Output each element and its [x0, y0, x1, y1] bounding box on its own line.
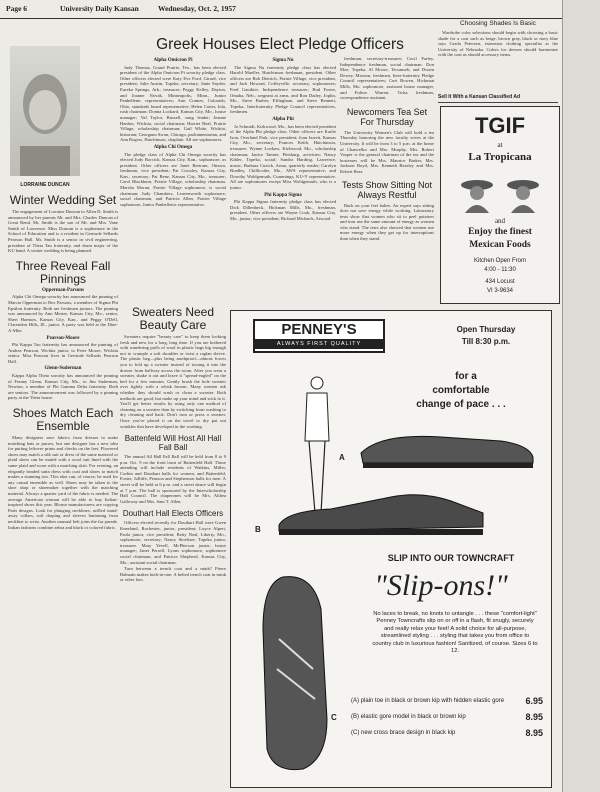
portrait-image: [10, 46, 80, 176]
shoe-a-letter: A: [339, 453, 345, 462]
penneys-comfortable: comfortable: [432, 385, 490, 396]
choosing-title: Choosing Shades Is Basic: [460, 20, 536, 27]
greek-col1-sec1-name: Alpha Omicron Pi: [153, 58, 193, 63]
penneys-slip-text: SLIP INTO OUR TOWNCRAFT: [387, 553, 515, 563]
shoes-body: Many designers save fabrics from dresses to make matching hats or purses, but one designer has a new idea for putting leftover prints and checks on the feet. Flowered shoes may match a silk suit or dress of the same material or plaid shoes can be mated with a wool suit lined with the same plaid and worn with a matching skirt. For evening, an elegantly beaded satin dress with coat and shoes to match makes a stunning trio. This idea can, of course, be used for any casual ensemble as well. Shoes may be taken to the shoe shop or shoemaker together with the matching material. Always a quarter yard of the fabric is needed. The average American woman will be able to buy Italian-inspired shoes this year. Blouse manufacturers are copying Paris designs. Look for plunging necklines, ruffled stand-away collars, soft draping and sleeves buttoning from neckline to wrist. Another unusual belt joins the fur parade. Italian fashions combine zebra and black or colored fabric.: [8, 435, 118, 530]
battenfeld-title: Battenfeld Will Host All Hall Fall Ball: [124, 434, 222, 453]
penneys-body: No laces to break, no knots to untangle . . . these "comfort-light" Penney Towncrafts slip on or off in a flash, fit snugly, securely and really relax your feet! A solid choice for all-purpose, streamlined styling . . . styling that takes you from office to country club in luxurious fashion! Sanitized, of course. Sizes 6 to 12.: [372, 611, 538, 655]
newcomers-title: Newcomers Tea Set For Thursday: [346, 106, 428, 127]
tgif-phone: VI 3-9634: [486, 288, 514, 294]
price-item-c-price: 8.95: [525, 728, 543, 738]
pinning-1-body: Alpha Chi Omega sorority has announced the pinning of Marcia Opperman to Rex Parsons, a member of Sigma Phi Epsilon fraternity. Both are freshmen juniors. The pinning was announced by Ann Mester, Kansas City, Mo., senior, Sheri Harmon, Kansas City, Kan., and Peggy O'Dell, Clarendon Hills, Ill., junior. A party was held at the Dine-A-Mite.: [8, 294, 118, 333]
penneys-price-list: [351, 697, 543, 737]
penneys-brand: PENNEY'S: [281, 321, 357, 338]
mink-note: Turn between a trench coat and a mink? Pierre Balmain makes both-in-one: A belted trench coat in mink or other furs.: [120, 566, 226, 583]
classified-line: Sell It With a Kansan Classified Ad: [438, 94, 558, 103]
page-number: Page 6: [6, 4, 28, 13]
tgif-hours: 4:00 - 11:30: [484, 267, 516, 273]
price-item-a: [351, 697, 543, 705]
tgif-hours-label: Kitchen Open From: [473, 258, 527, 264]
greek-column-1: [120, 56, 226, 306]
mexican-figures-illustration: [455, 169, 545, 215]
battenfeld-body: The annual All Hall Fall Ball will be held from 8 to 9 p.m. Oct. 9 on the front lawn of Battenfeld Hall. Those attending will include residents of Watkins, Miller, Corbin and Douthart halls for women, and Battenfeld, Foster, Jolliffe, Pearson and Stephenson halls for men. A street will be held at 6 p.m. and a street dance will begin at 7 p.m. The ball is sponsored by the Interscholarship Hall Council. The chaperones will be Mrs. Althea Galloway and Mrs. Sam T. Allen.: [120, 454, 226, 504]
issue-date: Wednesday, Oct. 2, 1957: [158, 4, 236, 13]
greek-col2-sec2-name: Alpha Phi: [272, 116, 294, 122]
price-item-a-label: (A) plain toe in black or brown kip with hidden elastic gore: [351, 698, 505, 704]
tgif-enjoy: Enjoy the finest: [468, 227, 532, 237]
tgif-address: 434 Locust: [485, 279, 515, 285]
penneys-open: Open Thursday: [456, 325, 516, 334]
tests-title: Tests Show Sitting Not Always Restful: [341, 179, 433, 200]
greek-col2-sec1-body: The Sigma Nu fraternity pledge class has elected Harold Mueller, Hutchinson freshman, president. Other officers are Bob Dietrich, Prairie Village, vice president, and Jack Howard, Coffeyville, secretary, sophomores; Fred Gauthier, Independence treasurer; Bud Foster, Omaha, Neb., sergeant at arms, and Ron Dailey, Joplin, Mo., Steve Barber, Effingham, and Steve Bennett, Topeka, Interfraternity Pledge Council representatives, freshmen.: [230, 64, 336, 115]
pinnings-title: Three Reveal Fall Pinnings: [15, 258, 111, 286]
penneys-tagline: ALWAYS FIRST QUALITY: [255, 339, 383, 349]
sweaters-title: Sweaters Need Beauty Care: [131, 306, 215, 332]
choosing-column: [438, 20, 558, 100]
greek-col3-body: freshman, secretary-treasurer; Cecil Farley, Independence freshman, social chairman. Don Moe, Topeka, Al Moore, Tecumseh, and Dwain Dewey, Mission, freshmen, Inter-fraternity Pledge Council representatives; Curt Bowen, Hickman Mills, Mo. sophomore, assistant house manager, and Fulton Warren, Tulsa freshman, correspondence assistant.: [340, 56, 434, 101]
shoe-c-illustration: [243, 569, 343, 779]
douthart-body: Officers elected recently for Douthart Hall were Gwen Kneeland, Rochester, junior, president; Loyce Alpert, Paola junior, vice president; Betty Neal, Liberty, Mo., sophomore, secretary; Nancy Stoeltzer, Topeka junior, treasurer. Mary Yevell, McPherson junior, house manager; Janet Persell, Lyons sophomore, sophomore social chairman, and Patricia Shepherd, Kansas City, Mo., assistant social chairman.: [120, 520, 226, 565]
tgif-and: and: [494, 217, 506, 225]
pinning-3-body: Kappa Alpha Theta sorority has announced the pinning of Franny Glenn, Kansas City, Mo., to Jim Suderman, Newton, a member of Phi Gamma Delta fraternity. Both are seniors. The announcement was followed by a pinning party at the Theta house.: [8, 373, 118, 401]
shoe-a-illustration: [351, 423, 541, 473]
choosing-body: Wardrobe color selections should begin with choosing a basic shade for a coat such as beige, brown gray, black or navy blue says Gerda Petersen, extension clothing specialist at the University of Nebraska. Colors for dresses should harmonize with the coat as should accessory items.: [438, 30, 558, 58]
penneys-slip-into: [351, 553, 551, 563]
penneys-slipons: "Slip-ons!": [374, 569, 508, 602]
winter-body: The engagement of Lorraine Duncan to Allen D. Smith is announced by her parents Mr. and Mrs. Charles Duncan of Great Bend. Mr. Smith is the son of Mr. and Mrs. Vane Smith of Lawrence. Miss Duncan is a sophomore in the School of Education and is a resident in Gertrude Sellards Pearson Hall. Mr. Smith is a senior in civil engineering, president of Theta Tau fraternity, and drum major of the KU band. A winter wedding is being planned.: [8, 209, 118, 254]
greek-col2-sec2-body: Jo Schmidt, Kirkwood, Mo., has been elected president of the Alpha Phi pledge class. Other officers are Karlie Ison, Overland Park, vice president; Joan Jarrett, Kansas City, Mo., secretary; Frances Keith, Hutchinson, treasurer; Wynne Lookaw, Kirkwood, Mo., scholarship chairman; Janice Tanner, Pittsburg, activities; Nancy Kibler, Topeka, social; Sandra Harding, Lawrence, music; Barbara Cuzick, Arma, quarterly reader; Carolyn Bradley, Chillicothe, Mo., AWS representative, and Dorothy Wohlgemuth, Cummings, KU-Y representative. All are sophomores except Miss Wohlgemuth, who is a junior.: [230, 123, 336, 191]
adjacent-page-edge: [562, 0, 600, 792]
pinning-3-name: Glenn-Suderman: [44, 366, 82, 372]
portrait-photo: [10, 46, 80, 176]
greek-col1-sec1-body: Judy Thomas, Grand Prairie, Tex., has been elected president of the Alpha Omicron Pi sorority pledge class. Other officers elected were Katy Eve Ford, Girard, vice president; Julie Austin, Topeka, secretary; Janie Snyder, Eureka Springs, Ark., treasurer; Peggy Kelley, Dayton, and Joanne Novak, Minneapolis, Minn., Junior Panhellenic representatives; Ann Cramer, Colorado, Ohio, standards board representative; Helen Carter, Iola, rush chairman; Donna Lockard, Kansas City, Mo., house manager; Val Taylor, Russell, song leader; Jeanne Hanlon, Wichita, social chairman; Harriet Beal, Prairie Village, scholarship chairman; Gail White, Wichita, historian; Georgann Swan, Chicago, parliamentarian, and Ann Rogers, Hutchinson, chaplain. All are sophomores.: [120, 64, 226, 143]
price-item-a-price: 6.95: [525, 696, 543, 706]
newcomers-body: The University Women's Club will hold a tea Thursday honoring the new faculty wives at the University. It will be from 3 to 5 p.m. at the home of Chancellor and Mrs. Murphy. Mrs. Robert Vosper is the general chairman of the tea and the hostesses will be Mrs. Maurice Barker, Mrs. Jackson Boyd, Mrs. Kenneth Beasley and Mrs. Robert Beer.: [340, 129, 434, 174]
main-headline: Greek Houses Elect Pledge Officers: [156, 36, 404, 53]
tgif-ad: [440, 106, 560, 304]
penneys-ad: [230, 310, 552, 788]
penneys-logo: [253, 319, 385, 353]
sweaters-body: Sweaters require "beauty care" to keep them looking fresh and new for a long, long time. If you are bothered with wandering puffs of wool in plastic bags big enough not to crumple a soft shoulder or twist a raglan sleeve. The plastic bag—plus being mothproof—almost forces you to fold up a sweater instead of tossing it into the drawer from halfway across the room. After you wear a sweater, shake it out and leave it "spread-eagled" on the bed for a few minutes. Gently brush the hole sweater over lightly with a whisk broom. Many women ask whether they should wash or clean a sweater. Both methods are good, but make up your mind and stick to it. You'll get better results by using only one method of cleaning on a sweater than by switching from washing to dry cleaning and back. Don't iron or press a sweater. Once you've placed it on the towel to dry pat out wrinkles that have developed in the washing.: [120, 334, 226, 429]
price-item-b-label: (B) elastic gore model in black or brown kip: [351, 714, 466, 720]
greek-col1-sec2-name: Alpha Chi Omega: [153, 144, 193, 150]
tgif-at: at: [497, 141, 503, 149]
pinning-1-name: Opperman-Parsons: [42, 287, 84, 293]
photo-caption: LORRAINE DUNCAN: [20, 182, 70, 188]
greek-col1-sec2-body: The pledge class of Alpha Chi Omega sorority has elected Judy Borcich, Kansas City, Kan., sophomore, as president. Other officers are Janet Bertram, Ottawa, freshman, vice president; Pat Crossley, Kansas City, Kan., secretary; Pat Benz, Kansas City, Mo., treasurer; Carol Blackburn, Prairie Village, scholarship chairman. Marsha Moran, Prairie Village sophomore, is social chairman; Judy Chambers, Leavenworth sophomore, social chairman, and Patricia Allen, Prairie Village sophomore, Junior Panhellenic representative.: [120, 151, 226, 207]
tests-body: Back on your feet ladies. An expert says sitting does not save energy while working. Laboratory tests show that women who sit to peel potatoes and iron use the same amount of energy as women who stand. The tests also showed that women use more energy when they get up for interruptions than when they stand.: [340, 202, 434, 242]
greek-column-2: [230, 56, 336, 306]
price-item-c-label: (C) new cross brace design in black kip: [351, 730, 456, 736]
shoe-c-letter: C: [331, 713, 337, 722]
winter-title: Winter Wedding Set: [9, 194, 117, 207]
price-item-c: [351, 729, 543, 737]
penneys-till: Till 8:30 p.m.: [461, 337, 511, 346]
tgif-title: TGIF: [474, 113, 526, 138]
penneys-change: change of pace . . .: [416, 399, 506, 410]
left-column: [8, 194, 118, 790]
shoe-b-letter: B: [255, 525, 261, 534]
greek-col2-sec3-body: Phi Kappa Sigma fraternity pledge class has elected Dick Dillenbeck, Hickman Mills, Mo., freshman, president. Other officers are Wayne Cook, Kansas City, Mo., junior, vice president; Richard Michaels, Atwood: [230, 199, 336, 222]
shoe-b-illustration: [271, 487, 491, 541]
price-item-b-price: 8.95: [525, 712, 543, 722]
penneys-for: for a: [455, 371, 477, 382]
greek-column-3: [340, 56, 434, 306]
tgif-place: La Tropicana: [468, 151, 532, 163]
greek-col2-sec1-name: Sigma Nu: [272, 58, 294, 63]
paper-name: University Daily Kansan: [60, 4, 139, 13]
shoes-title: Shoes Match Each Ensemble: [12, 406, 114, 434]
greek-col2-sec3-name: Phi Kappa Sigma: [264, 192, 302, 198]
masthead: [0, 0, 600, 19]
middle-column: [120, 306, 226, 790]
pinning-2-body: Phi Kappa Tau fraternity has announced the pinning of Andrea Pearson, Wichita junior, to Peter Moore, Wichita senior. Miss Pearson lives in Gertrude Sellards Pearson Hall.: [8, 342, 118, 364]
douthart-title: Douthart Hall Elects Officers: [122, 509, 224, 519]
pinning-2-name: Pearson-Moore: [46, 335, 80, 341]
tgif-foods: Mexican Foods: [469, 240, 531, 250]
price-item-b: [351, 713, 543, 721]
